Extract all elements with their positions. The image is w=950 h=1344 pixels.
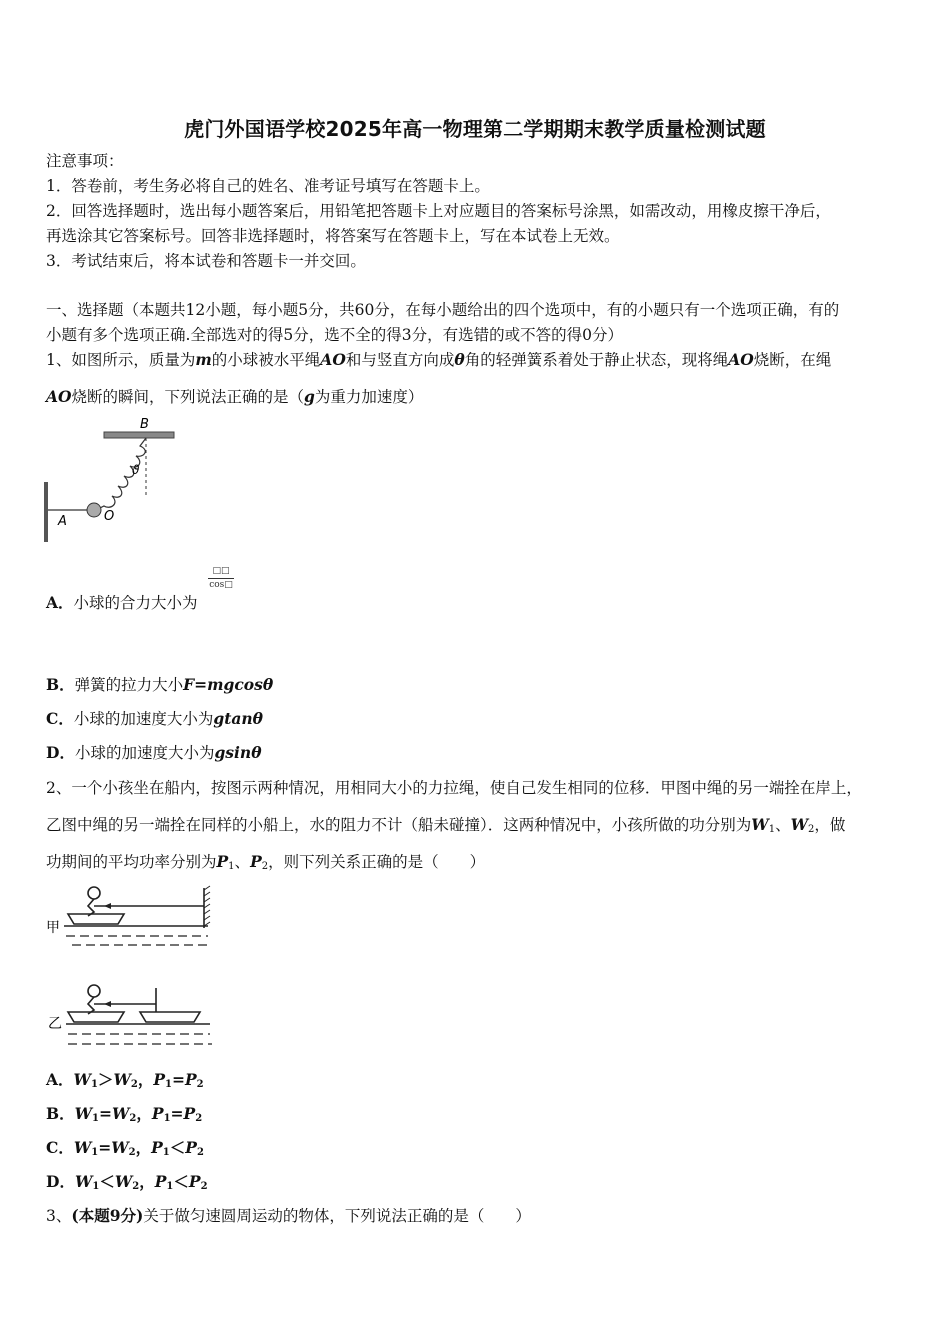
second-boat xyxy=(140,1012,200,1022)
boat-diagram-yi xyxy=(44,982,219,1054)
option-b: B．弹簧的拉力大小F=mgcosθ xyxy=(46,675,274,694)
notice-heading: 注意事项： xyxy=(46,152,124,170)
label-o: O xyxy=(104,509,115,524)
notice-item: 2．回答选择题时，选出每小题答案后，用铅笔把答题卡上对应题目的答案标号涂黑，如需改动，用橡皮擦干净后， xyxy=(46,202,831,220)
option-a: A．$W_1>W_2$，$P_1=P_2$ xyxy=(46,1070,204,1090)
notice-item: 1．答卷前，考生务必将自己的姓名、准考证号填写在答题卡上。 xyxy=(46,177,490,195)
rope-arrow xyxy=(104,903,111,909)
ball xyxy=(87,503,101,517)
boat xyxy=(68,1012,124,1022)
question-1-stem: 1、如图所示，质量为m的小球被水平绳AO和与竖直方向成θ角的轻弹簧系着处于静止状态，现将绳AO烧断，在绳 xyxy=(46,350,832,369)
option-d: D．$W_1<W_2$，$P_1<P_2$ xyxy=(46,1172,208,1192)
question-2-stem: 2、一个小孩坐在船内，按图示两种情况，用相同大小的力拉绳，使自己发生相同的位移．甲图中绳的另一端拴在岸上， xyxy=(46,779,862,797)
shore-hatch xyxy=(204,886,210,926)
option-c: C．小球的加速度大小为gtanθ xyxy=(46,709,264,728)
boat xyxy=(68,914,124,924)
notice-item: 再选涂其它答案标号。回答非选择题时，将答案写在答题卡上，写在本试卷上无效。 xyxy=(46,227,620,245)
notice-item: 3．考试结束后，将本试卷和答题卡一并交回。 xyxy=(46,252,366,270)
question-3-stem: 3、(本题9分)关于做匀速圆周运动的物体，下列说法正确的是（ ） xyxy=(46,1206,531,1225)
option-c: C．$W_1=W_2$，$P_1<P_2$ xyxy=(46,1138,204,1158)
section-intro: 小题有多个选项正确.全部选对的得5分，选不全的得3分，有选错的或不答的得0分） xyxy=(46,326,624,344)
question-1-stem: AO烧断的瞬间，下列说法正确的是（g为重力加速度） xyxy=(46,387,424,406)
option-b: B．$W_1=W_2$，$P_1=P_2$ xyxy=(46,1104,203,1124)
child-head xyxy=(88,985,100,997)
question-2-stem: 功期间的平均功率分别为$P_1$、$P_2$，则下列关系正确的是（ ） xyxy=(46,852,486,872)
label-yi: 乙 xyxy=(48,1016,62,1032)
option-d: D．小球的加速度大小为gsinθ xyxy=(46,743,262,762)
spring-ball-diagram xyxy=(40,412,185,547)
boat-diagram-jia xyxy=(44,884,219,956)
rope-arrow xyxy=(104,1001,111,1007)
ceiling xyxy=(104,432,174,438)
wall xyxy=(44,482,48,542)
section-intro: 一、选择题（本题共12小题，每小题5分，共60分，在每小题给出的四个选项中，有的小题只有一个选项正确，有的 xyxy=(46,301,840,319)
page-title: 虎门外国语学校2025年高一物理第二学期期末教学质量检测试题 xyxy=(184,117,766,141)
question-2-stem: 乙图中绳的另一端拴在同样的小船上，水的阻力不计（船未碰撞）．这两种情况中，小孩所做的功分别为$W_1$、$W_2$，做 xyxy=(46,815,846,835)
label-a: A xyxy=(58,514,67,529)
label-theta: ϑ xyxy=(132,463,140,477)
label-jia: 甲 xyxy=(46,920,60,936)
fraction-formula: □□ cos□ xyxy=(209,566,233,590)
option-a: A．小球的合力大小为 xyxy=(46,593,198,612)
child-head xyxy=(88,887,100,899)
label-b: B xyxy=(140,417,149,432)
